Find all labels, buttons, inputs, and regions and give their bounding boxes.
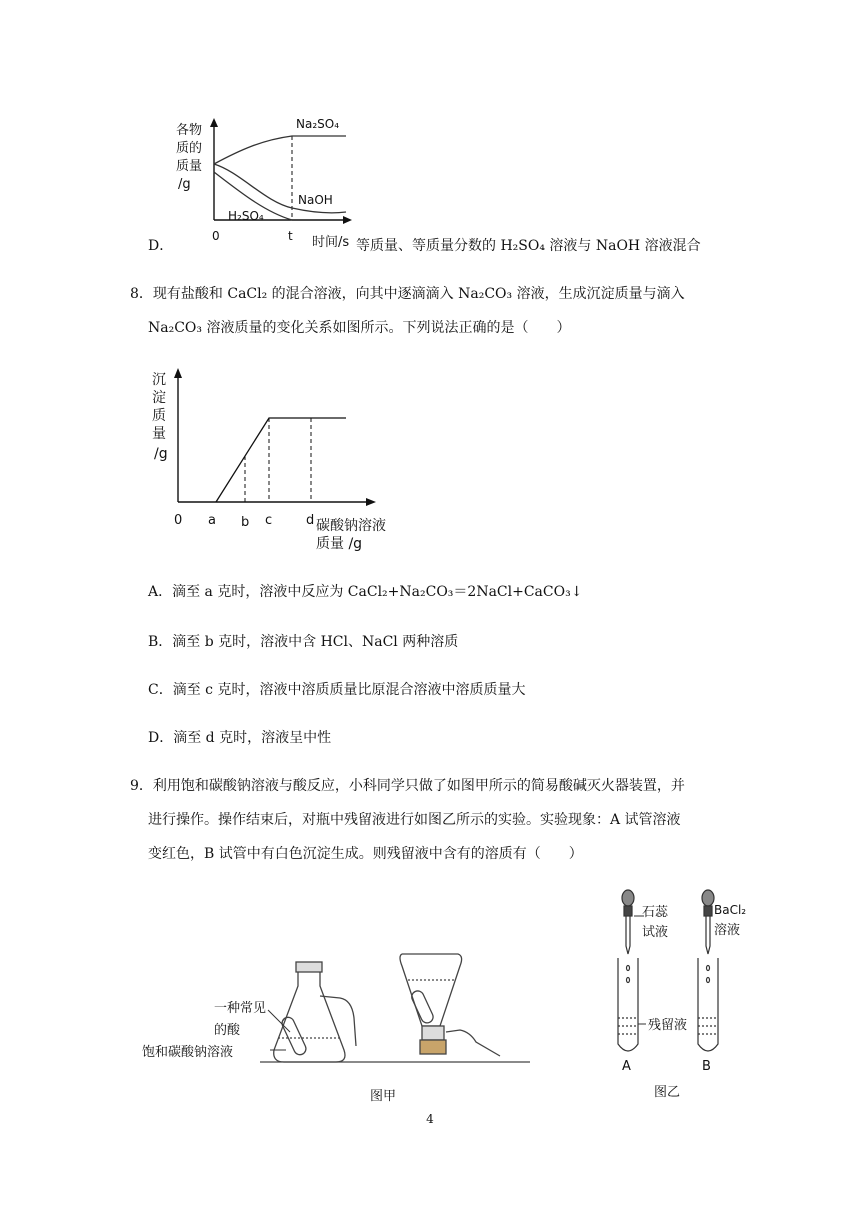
q9-stem-line2: 进行操作。操作结束后，对瓶中残留液进行如图乙所示的实验。实验现象：A 试管溶液 bbox=[148, 812, 681, 828]
yi-tube-a bbox=[618, 958, 638, 1051]
q8-xlabel-2: 质量 /g bbox=[316, 536, 363, 552]
fig1-ylabel-2: 质的 bbox=[176, 141, 203, 156]
q8-tick-c: c bbox=[265, 513, 273, 528]
fig1-origin: 0 bbox=[212, 229, 220, 243]
fig1-label-na2so4: Na₂SO₄ bbox=[296, 117, 340, 131]
yi-caption: 图乙 bbox=[654, 1085, 681, 1100]
yi-tube-b-label: B bbox=[702, 1059, 711, 1074]
q8-ylabel-4: 量 bbox=[152, 426, 166, 442]
yi-litmus-2: 试液 bbox=[642, 925, 669, 940]
yi-litmus-1: 石蕊 bbox=[642, 905, 669, 920]
yi-dropper-a bbox=[622, 890, 634, 954]
jia-flask-inverted bbox=[400, 954, 500, 1056]
yi-residue: 残留液 bbox=[648, 1018, 688, 1033]
q9-stem-line1: 9．利用饱和碳酸钠溶液与酸反应，小科同学只做了如图甲所示的简易酸碱灭火器装置，并 bbox=[130, 778, 685, 794]
q8-tick-d: d bbox=[306, 513, 315, 528]
yi-dropper-b bbox=[702, 890, 714, 954]
jia-label-solution: 饱和碳酸钠溶液 bbox=[142, 1045, 234, 1060]
q8-tick-b: b bbox=[241, 515, 250, 530]
fig1-ylabel-3: 质量 bbox=[176, 159, 203, 174]
fig1-xlabel: 时间/s bbox=[312, 235, 350, 250]
jia-label-acid-1: 一种常见 bbox=[214, 1001, 267, 1016]
fig1-ylabel-4: /g bbox=[178, 177, 191, 192]
q8-precipitate-line bbox=[216, 418, 346, 502]
figure-yi bbox=[600, 886, 770, 1104]
q8-stem-line1: 8．现有盐酸和 CaCl₂ 的混合溶液，向其中逐滴滴入 Na₂CO₃ 溶液，生成沉淀质量与滴入 bbox=[130, 286, 685, 302]
figure-q7-d bbox=[170, 112, 370, 252]
fig1-label-h2so4: H₂SO₄ bbox=[228, 209, 264, 223]
q8-tick-a: a bbox=[208, 513, 216, 528]
jia-flask-upright bbox=[274, 962, 356, 1062]
fig1-ylabel-1: 各物 bbox=[176, 123, 203, 138]
q8-option-c: C．滴至 c 克时，溶液中溶质质量比原混合溶液中溶质质量大 bbox=[148, 682, 526, 698]
q8-stem-line2: Na₂CO₃ 溶液质量的变化关系如图所示。下列说法正确的是（ ） bbox=[148, 320, 571, 336]
q8-ylabel-2: 淀 bbox=[152, 390, 166, 406]
q8-ylabel-5: /g bbox=[154, 446, 168, 462]
option-d-text: 等质量、等质量分数的 H₂SO₄ 溶液与 NaOH 溶液混合 bbox=[356, 238, 701, 254]
figure-jia bbox=[140, 946, 540, 1108]
yi-bacl2-1: BaCl₂ bbox=[714, 903, 747, 917]
yi-bacl2-2: 溶液 bbox=[714, 923, 741, 938]
q8-option-b: B．滴至 b 克时，溶液中含 HCl、NaCl 两种溶质 bbox=[148, 634, 459, 650]
q8-ylabel-1: 沉 bbox=[152, 372, 166, 388]
fig1-t-tick: t bbox=[288, 229, 293, 243]
q8-ylabel-3: 质 bbox=[152, 408, 166, 424]
fig1-curve-na2so4 bbox=[214, 136, 346, 164]
option-d-letter: D． bbox=[148, 238, 174, 254]
q8-chart bbox=[148, 362, 418, 562]
q8-xlabel-1: 碳酸钠溶液 bbox=[316, 518, 386, 534]
q8-tick-0: 0 bbox=[174, 513, 183, 528]
jia-caption: 图甲 bbox=[370, 1089, 397, 1104]
q9-stem-line3: 变红色，B 试管中有白色沉淀生成。则残留液中含有的溶质有（ ） bbox=[148, 846, 583, 862]
fig1-label-naoh: NaOH bbox=[298, 193, 333, 207]
yi-tube-b bbox=[698, 958, 718, 1051]
jia-label-acid-2: 的酸 bbox=[214, 1023, 241, 1038]
q8-option-d: D．滴至 d 克时，溶液呈中性 bbox=[148, 730, 332, 746]
page-number: 4 bbox=[426, 1112, 434, 1126]
q8-option-a: A．滴至 a 克时，溶液中反应为 CaCl₂+Na₂CO₃＝2NaCl+CaCO₃↓ bbox=[148, 584, 583, 600]
yi-tube-a-label: A bbox=[622, 1059, 631, 1074]
